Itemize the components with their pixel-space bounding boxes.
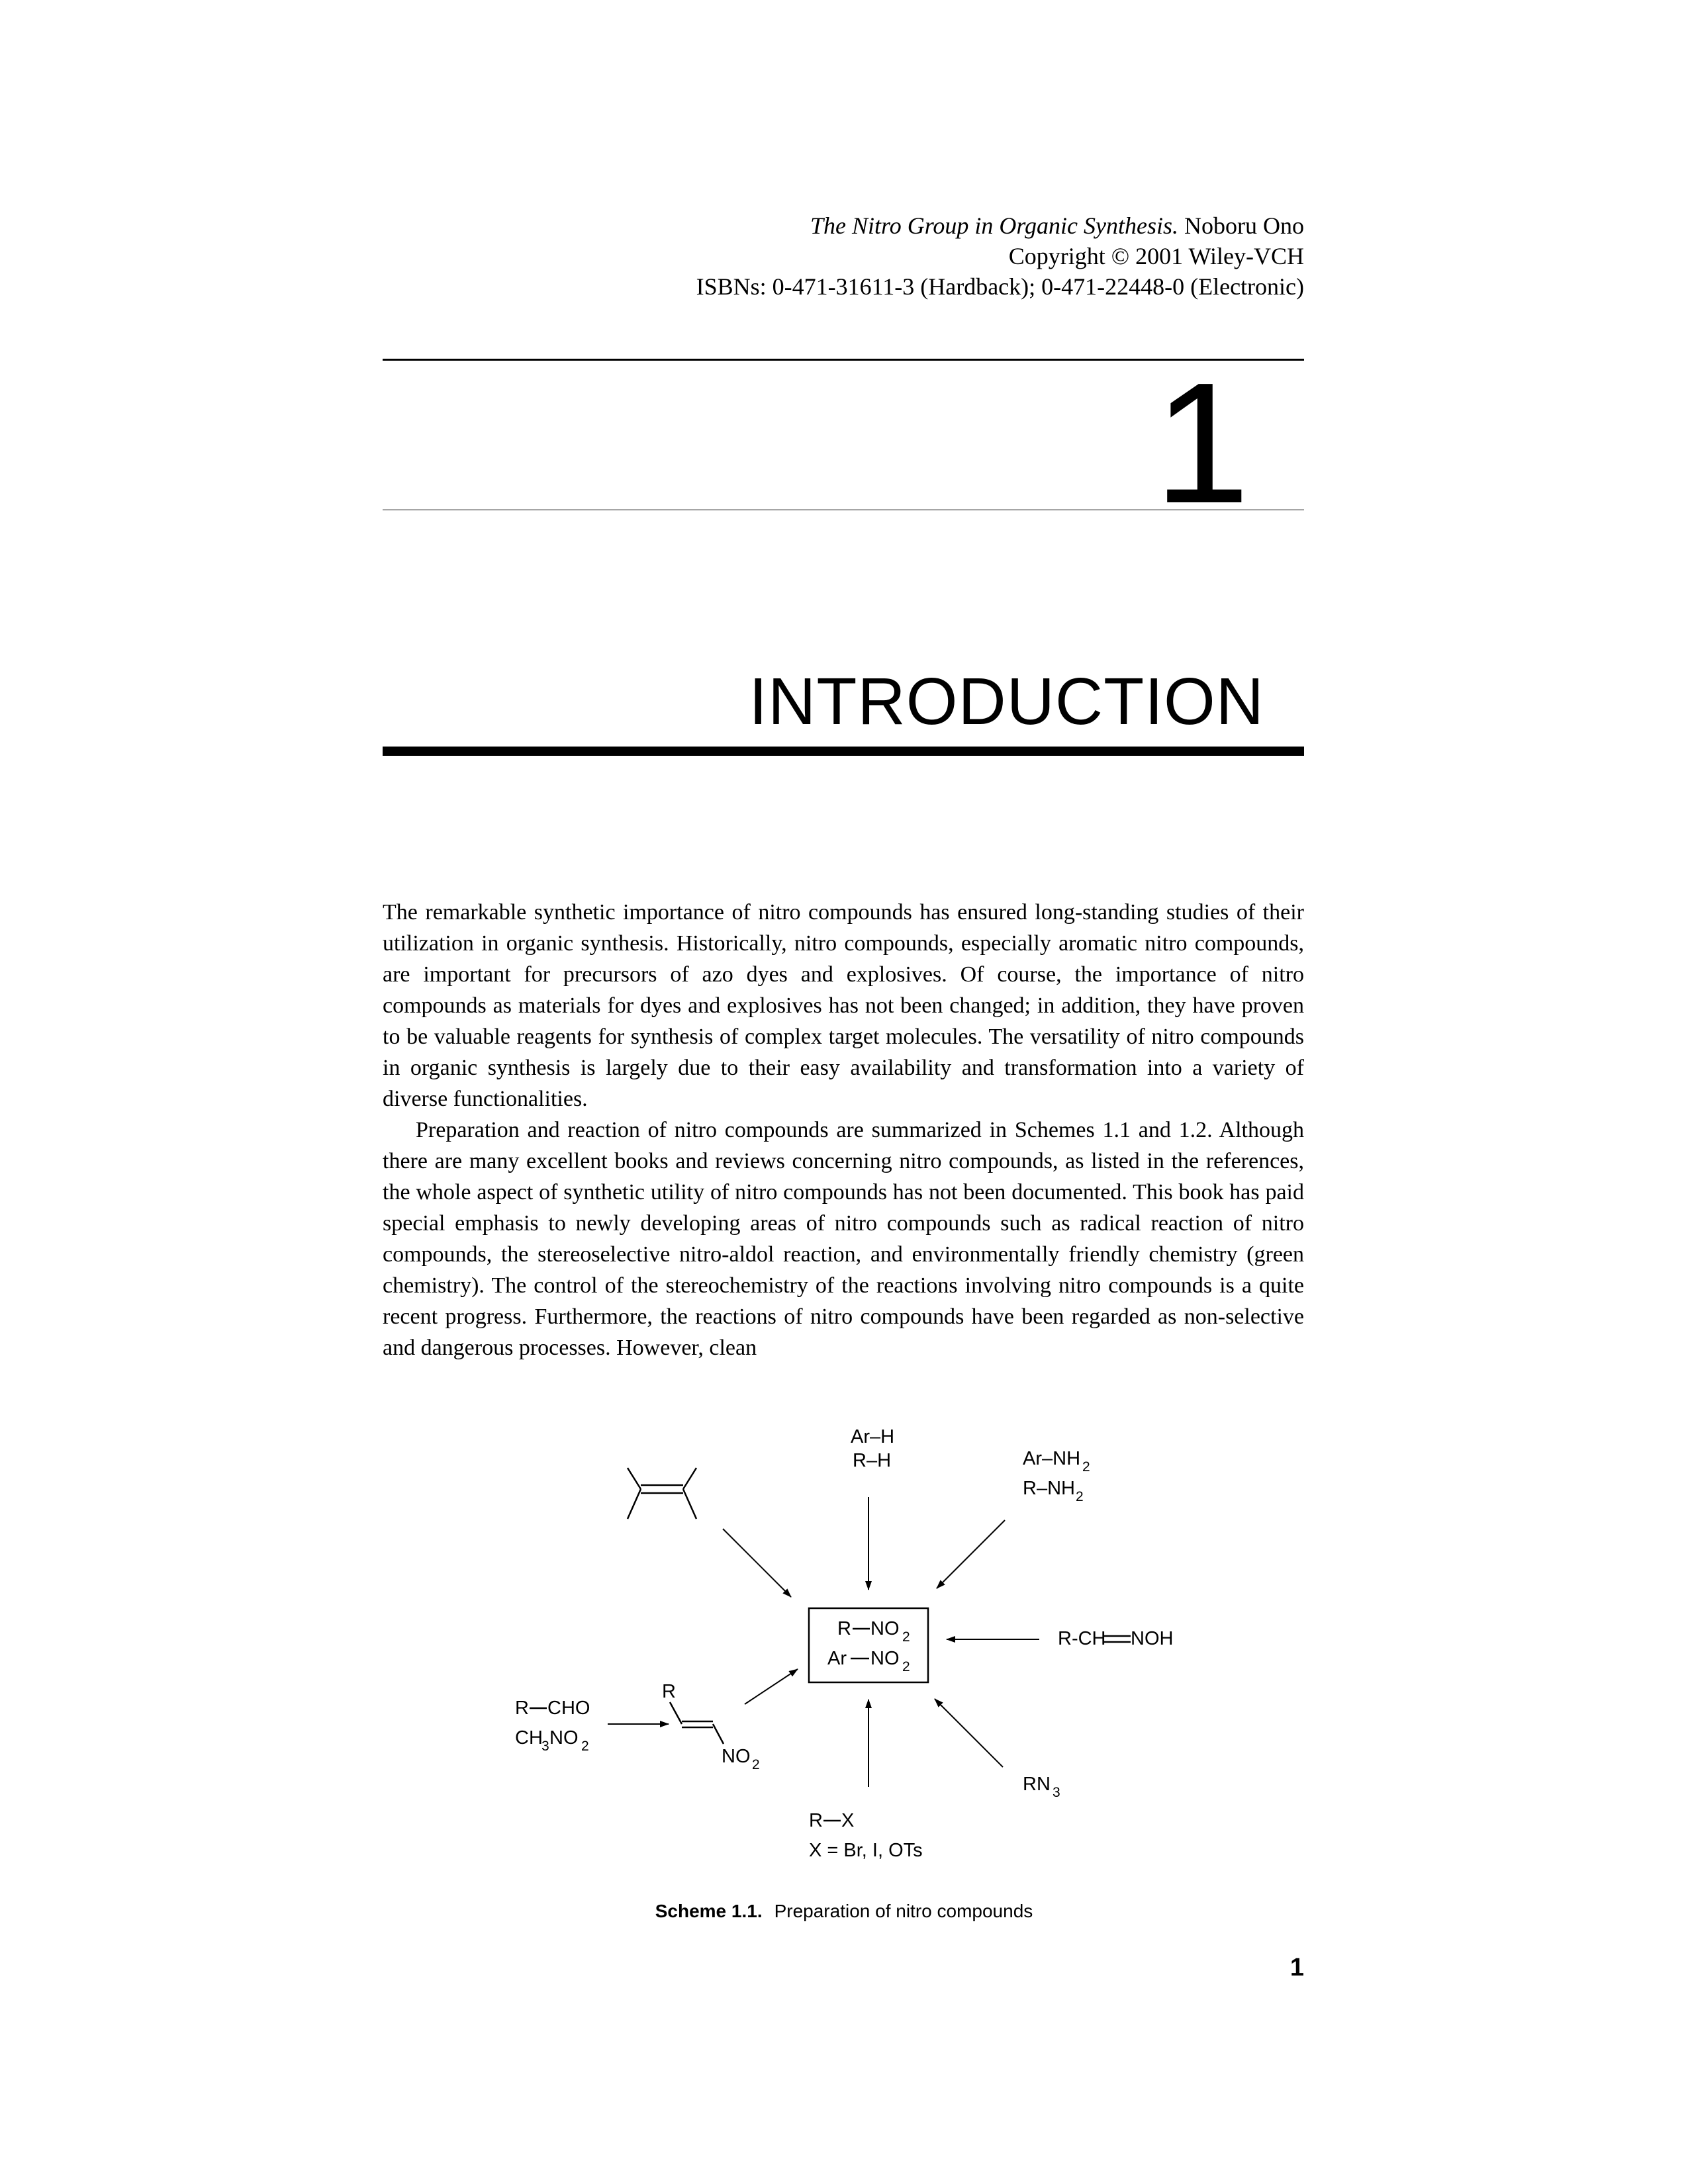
arrow-topright <box>937 1520 1005 1588</box>
topright-sub-2: 2 <box>1076 1489 1084 1504</box>
isbn-line: ISBNs: 0-471-31611-3 (Hardback); 0-471-22448-0 (Electronic) <box>696 273 1304 300</box>
center-r-no2 <box>837 1618 910 1645</box>
caption-label: Scheme 1.1. <box>655 1901 763 1921</box>
center-no-label-1: NO <box>870 1618 900 1639</box>
bottom-r-label: R <box>809 1810 823 1831</box>
nitroalkene-structure <box>662 1681 760 1772</box>
chapter-title: INTRODUCTION <box>749 664 1264 739</box>
right-noh-label: NOH <box>1131 1628 1174 1649</box>
center-sub-2: 2 <box>902 1659 910 1674</box>
nitroalkene-sub: 2 <box>752 1757 760 1772</box>
top-rh-label: R–H <box>853 1450 892 1471</box>
left-sub-2: 2 <box>581 1739 589 1754</box>
book-author: Noboru Ono <box>1184 212 1304 239</box>
nitroalkene-no-label: NO <box>722 1746 751 1767</box>
chapter-number: 1 <box>1154 347 1250 539</box>
left-ch-label: CH <box>515 1727 543 1749</box>
bottom-x-def-label: X = Br, I, OTs <box>809 1840 923 1861</box>
paragraph-2: Preparation and reaction of nitro compounds are summarized in Schemes 1.1 and 1.2. Although there are many excellent books and reviews concerning nitro compounds, as listed in the references, the whole aspect of synthetic utility of nitro compounds has not been documented. This book has paid special emphasis to newly developing areas of nitro compounds such as radical reaction of nitro compounds, the stereoselective nitro-aldol reaction, and environmentally friendly chemistry (green chemistry). The control of the stereochemistry of the reactions involving nitro compounds is a quite recent progress. Furthermore, the reactions of nitro compounds have been regarded as non-selective and dangerous processes. However, clean <box>383 1118 1304 1360</box>
center-no-label-2: NO <box>870 1648 900 1669</box>
alkene-structure <box>628 1468 696 1519</box>
left-cho-label: CHO <box>547 1698 590 1719</box>
center-ar-label: Ar <box>827 1648 847 1669</box>
topright-arnh-label: Ar–NH <box>1023 1448 1081 1469</box>
left-sub-3: 3 <box>541 1739 549 1754</box>
arrow-bottomright <box>935 1699 1003 1767</box>
topright-sub-1: 2 <box>1082 1459 1090 1475</box>
center-box <box>809 1608 928 1682</box>
right-rch-label: R-CH <box>1058 1628 1106 1649</box>
caption-text: Preparation of nitro compounds <box>774 1901 1033 1921</box>
page-number: 1 <box>1289 1954 1304 1981</box>
left-no-label: NO <box>549 1727 579 1749</box>
bottomright-sub: 3 <box>1053 1785 1060 1800</box>
bottom-x-label: X <box>841 1810 855 1831</box>
center-r-label: R <box>837 1618 851 1639</box>
scheme-caption <box>0 1901 1688 1922</box>
book-title: The Nitro Group in Organic Synthesis. <box>810 212 1179 239</box>
arrow-left-2 <box>745 1669 798 1704</box>
bottomright-rn-label: RN <box>1023 1774 1051 1795</box>
copyright-line: Copyright © 2001 Wiley-VCH <box>1008 243 1304 269</box>
left-r-label: R <box>515 1698 529 1719</box>
arrow-topleft <box>723 1529 791 1597</box>
paragraph-1: The remarkable synthetic importance of nitro compounds has ensured long-standing studies of their utilization in organic synthesis. Historically, nitro compounds, especially aromatic nitro compounds, are important for precursors of azo dyes and explosives. Of course, the importance of nitro compounds as materials for dyes and explosives has not been changed; in addition, they have proven to be valuable reagents for synthesis of complex target molecules. The versatility of nitro compounds in organic synthesis is largely due to their easy availability and transformation into a variety of diverse functionalities. <box>383 900 1304 1111</box>
nitroalkene-r-label: R <box>662 1681 676 1702</box>
topright-rnh-label: R–NH <box>1023 1478 1075 1499</box>
center-ar-no2 <box>827 1648 910 1674</box>
top-arh-label: Ar–H <box>851 1426 895 1447</box>
center-sub-1: 2 <box>902 1629 910 1645</box>
